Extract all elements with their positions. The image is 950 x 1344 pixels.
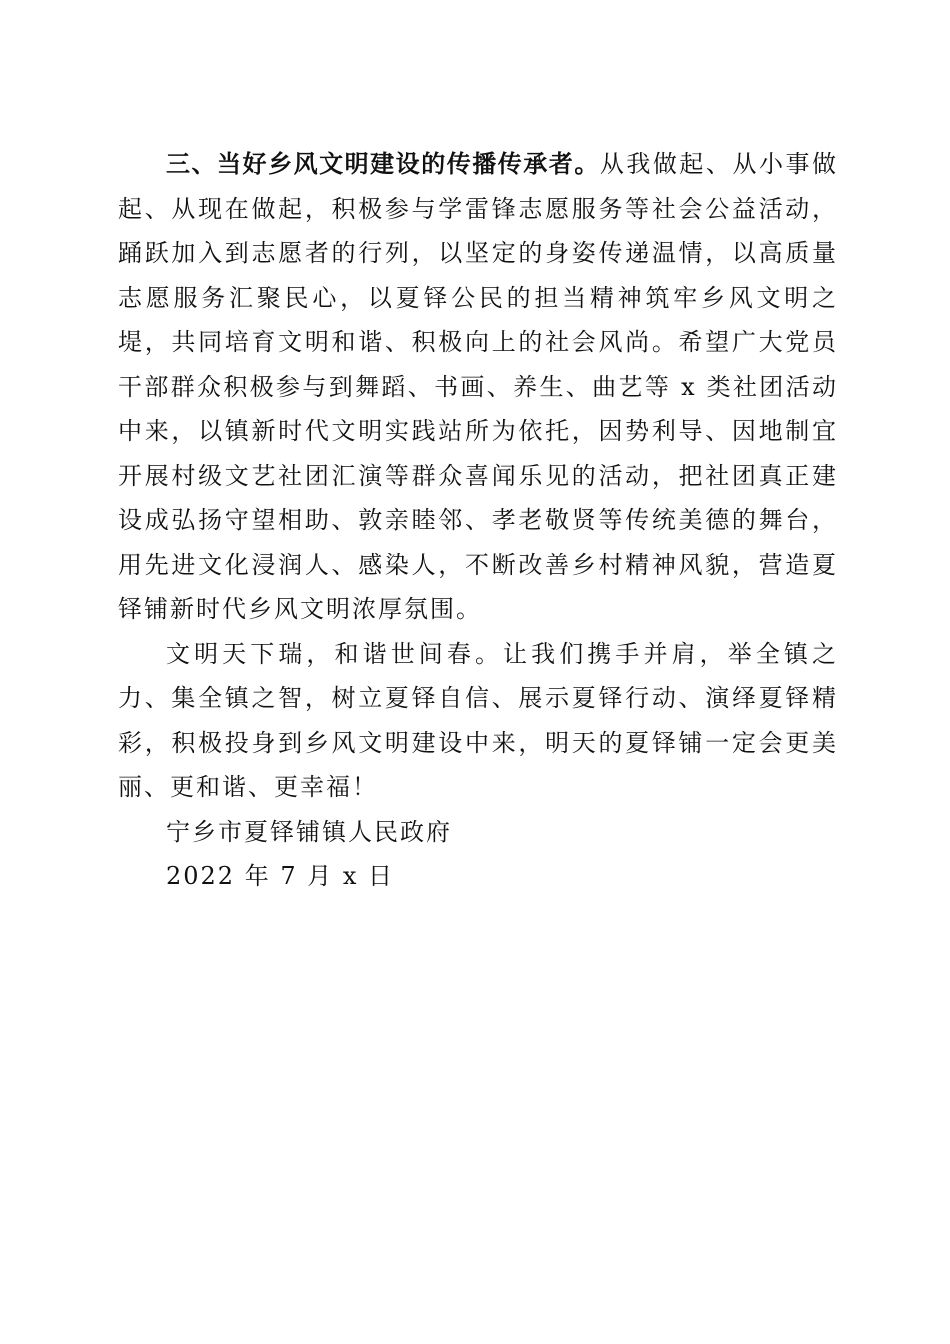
document-body — [118, 142, 838, 899]
date-line: 2022 年 7 月 x 日 — [166, 862, 395, 890]
signature-line: 宁乡市夏铎铺镇人民政府 — [166, 817, 452, 846]
closing-paragraph: 文明天下瑞，和谐世间春。让我们携手并肩，举全镇之力、集全镇之智，树立夏铎自信、展示夏铎行动、演绎夏铎精彩，积极投身到乡风文明建设中来，明天的夏铎铺一定会更美丽、更和谐、更幸福！ — [118, 639, 838, 801]
section-3-paragraph — [118, 142, 838, 632]
section-3-heading: 三、当好乡风文明建设的传播传承者。 — [166, 150, 600, 178]
section-3-body: 从我做起、从小事做起、从现在做起，积极参与学雷锋志愿服务等社会公益活动，踊跃加入到志愿者的行列，以坚定的身姿传递温情，以高质量志愿服务汇聚民心，以夏铎公民的担当精神筑牢乡风文明之堤，共同培育文明和谐、积极向上的社会风尚。希望广大党员干部群众积极参与到舞蹈、书画、养生、曲艺等 x 类社团活动中来，以镇新时代文明实践站所为依托，因势利导、因地制宜开展村级文艺社团汇演等群众喜闻乐见的活动，把社团真正建设成弘扬守望相助、敦亲睦邻、孝老敬贤等传统美德的舞台，用先进文化浸润人、感染人，不断改善乡村精神风貌，营造夏铎铺新时代乡风文明浓厚氛围。 — [118, 150, 839, 623]
